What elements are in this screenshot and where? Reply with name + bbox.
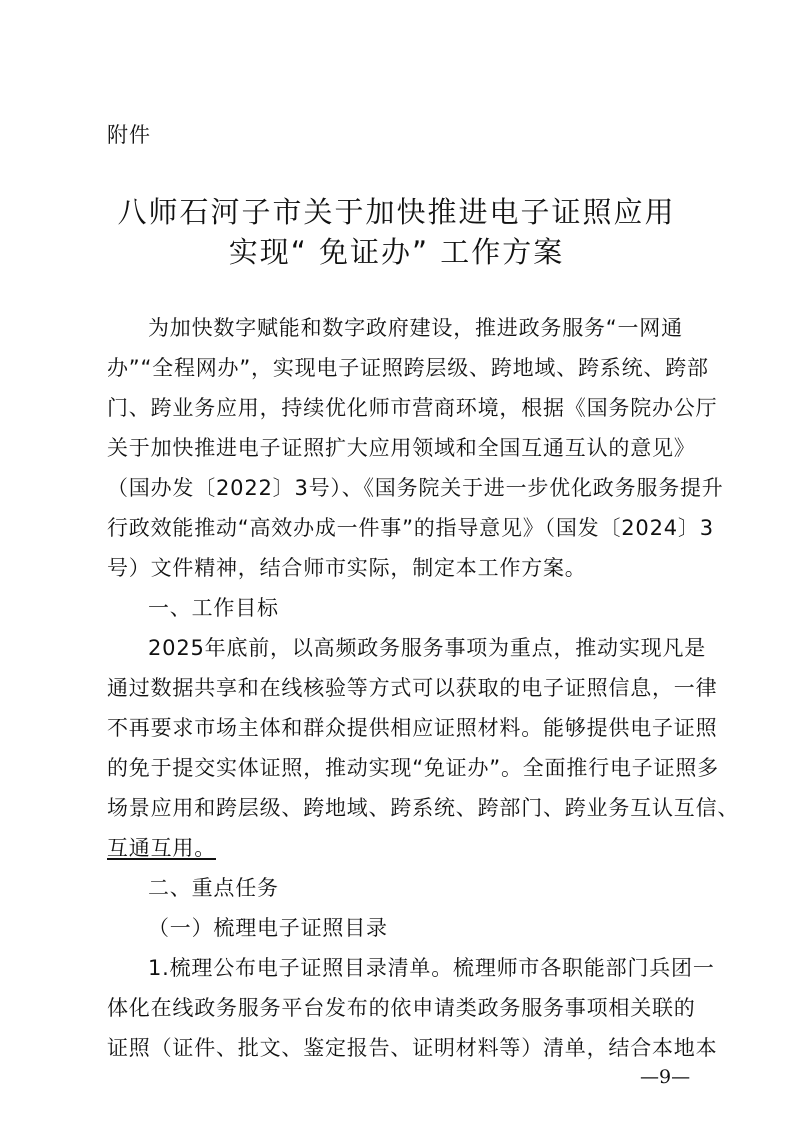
paragraph-line: 不再要求市场主体和群众提供相应证照材料。能够提供电子证照	[107, 716, 718, 740]
paragraph-line: 的免于提交实体证照，推动实现“免证办”。全面推行电子证照多	[107, 756, 719, 780]
section-heading-goals: 一、工作目标	[148, 596, 279, 620]
paragraph-line: 办”“全程网办”，实现电子证照跨层级、跨地域、跨系统、跨部	[107, 356, 709, 380]
paragraph-line: 1.梳理公布电子证照目录清单。梳理师市各职能部门兵团一	[148, 956, 715, 980]
paragraph-line: 门、跨业务应用，持续优化师市营商环境，根据《国务院办公厅	[107, 396, 718, 420]
document-title-line-2: 实现“ 免证办” 工作方案	[228, 235, 565, 269]
page-number: —9—	[640, 1066, 691, 1088]
paragraph-line: （国办发〔2022〕3号）、《国务院关于进一步优化政务服务提升	[107, 476, 724, 500]
paragraph-line: 行政效能推动“高效办成一件事”的指导意见》（国发〔2024〕3	[107, 516, 714, 540]
paragraph-line: 通过数据共享和在线核验等方式可以获取的电子证照信息，一律	[107, 676, 718, 700]
subsection-heading: （一）梳理电子证照目录	[148, 916, 388, 940]
paragraph-line: 2025年底前，以高频政务服务事项为重点，推动实现凡是	[148, 636, 707, 660]
paragraph-line: 证照（证件、批文、鉴定报告、证明材料等）清单，结合本地本	[107, 1036, 718, 1060]
attachment-label: 附件	[107, 123, 151, 147]
paragraph-line: 号）文件精神，结合师市实际，制定本工作方案。	[107, 556, 587, 580]
paragraph-line: 体化在线政务服务平台发布的依申请类政务服务事项相关联的	[107, 996, 696, 1020]
paragraph-line: 互通互用。	[107, 836, 216, 860]
section-heading-tasks: 二、重点任务	[148, 876, 279, 900]
paragraph-line: 场景应用和跨层级、跨地域、跨系统、跨部门、跨业务互认互信、	[107, 796, 740, 820]
paragraph-line: 关于加快推进电子证照扩大应用领域和全国互通互认的意见》	[107, 436, 696, 460]
paragraph-line: 为加快数字赋能和数字政府建设，推进政务服务“一网通	[148, 316, 683, 340]
document-title-line-1: 八师石河子市关于加快推进电子证照应用	[117, 195, 676, 229]
